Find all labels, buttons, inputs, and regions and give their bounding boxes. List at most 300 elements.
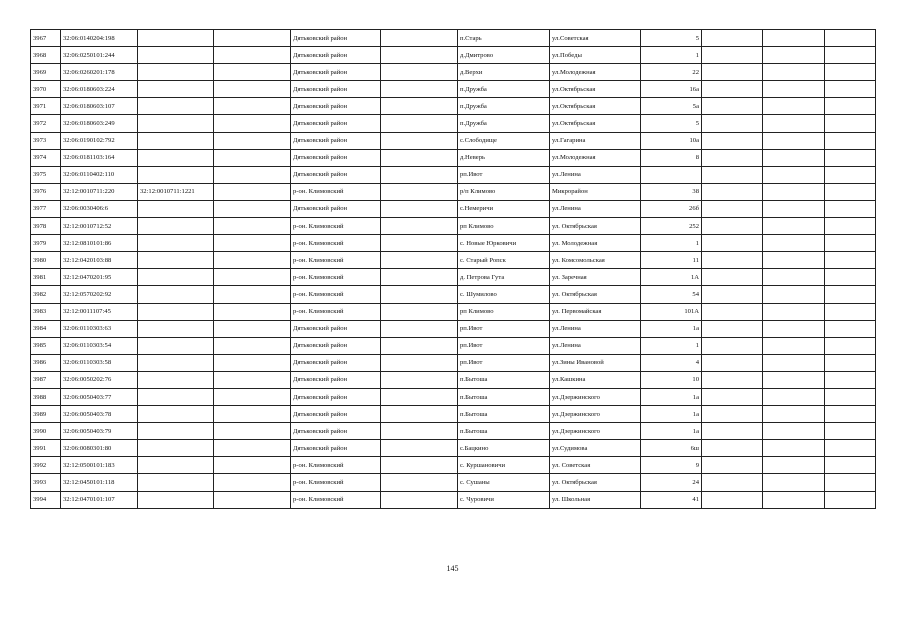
empty-cell bbox=[214, 491, 291, 508]
table-row bbox=[31, 81, 876, 98]
empty-cell bbox=[825, 252, 876, 269]
empty-cell bbox=[381, 98, 458, 115]
street-cell: ул. Октябрьская bbox=[550, 286, 641, 303]
street-cell: ул. Первомайская bbox=[550, 303, 641, 320]
row-number-cell: 3994 bbox=[31, 491, 61, 508]
empty-cell bbox=[214, 457, 291, 474]
empty-cell bbox=[702, 320, 763, 337]
empty-cell bbox=[825, 115, 876, 132]
street-cell: ул.Ленина bbox=[550, 320, 641, 337]
cadastral-number-cell: 32:12:0420103:88 bbox=[61, 252, 138, 269]
cadastral-number-cell: 32:06:0260201:178 bbox=[61, 64, 138, 81]
house-number-cell: 1 bbox=[641, 337, 702, 354]
secondary-cadastral-number-cell bbox=[138, 218, 214, 235]
row-number-cell: 3970 bbox=[31, 81, 61, 98]
cadastral-number-cell: 32:12:0570202:92 bbox=[61, 286, 138, 303]
district-cell: р-он. Климовский bbox=[291, 183, 381, 200]
settlement-cell: с. Новые Юрковичи bbox=[458, 235, 550, 252]
empty-cell bbox=[763, 218, 825, 235]
street-cell: ул. Октябрьская bbox=[550, 218, 641, 235]
settlement-cell: д. Петрова Гута bbox=[458, 269, 550, 286]
settlement-cell: п.Дружба bbox=[458, 115, 550, 132]
empty-cell bbox=[763, 457, 825, 474]
street-cell: ул. Заречная bbox=[550, 269, 641, 286]
cadastral-number-cell: 32:06:0180603:224 bbox=[61, 81, 138, 98]
cadastral-number-cell: 32:06:0180603:107 bbox=[61, 98, 138, 115]
empty-cell bbox=[214, 47, 291, 64]
empty-cell bbox=[702, 47, 763, 64]
cadastral-number-cell: 32:06:0050403:79 bbox=[61, 423, 138, 440]
cadastral-number-cell: 32:06:0030406:6 bbox=[61, 200, 138, 217]
empty-cell bbox=[763, 64, 825, 81]
settlement-cell: рп Климово bbox=[458, 218, 550, 235]
settlement-cell: п.Бытоша bbox=[458, 388, 550, 405]
empty-cell bbox=[763, 406, 825, 423]
empty-cell bbox=[214, 388, 291, 405]
street-cell: ул.Октябрьская bbox=[550, 115, 641, 132]
empty-cell bbox=[381, 286, 458, 303]
cadastral-number-cell: 32:06:0140204:198 bbox=[61, 30, 138, 47]
street-cell: ул.Судимова bbox=[550, 440, 641, 457]
row-number-cell: 3969 bbox=[31, 64, 61, 81]
empty-cell bbox=[763, 440, 825, 457]
secondary-cadastral-number-cell bbox=[138, 286, 214, 303]
empty-cell bbox=[702, 30, 763, 47]
table-row bbox=[31, 337, 876, 354]
cadastral-number-cell: 32:06:0050202:76 bbox=[61, 371, 138, 388]
empty-cell bbox=[763, 337, 825, 354]
empty-cell bbox=[702, 218, 763, 235]
empty-cell bbox=[214, 81, 291, 98]
row-number-cell: 3987 bbox=[31, 371, 61, 388]
empty-cell bbox=[763, 474, 825, 491]
settlement-cell: д.Неверь bbox=[458, 149, 550, 166]
empty-cell bbox=[702, 235, 763, 252]
house-number-cell: 11 bbox=[641, 252, 702, 269]
page-number: 145 bbox=[446, 564, 459, 573]
empty-cell bbox=[763, 132, 825, 149]
empty-cell bbox=[825, 98, 876, 115]
empty-cell bbox=[214, 303, 291, 320]
empty-cell bbox=[214, 354, 291, 371]
empty-cell bbox=[381, 406, 458, 423]
district-cell: р-он. Климовский bbox=[291, 474, 381, 491]
empty-cell bbox=[214, 371, 291, 388]
empty-cell bbox=[214, 200, 291, 217]
table-row bbox=[31, 354, 876, 371]
settlement-cell: п.Дружба bbox=[458, 81, 550, 98]
table-row bbox=[31, 166, 876, 183]
cadastral-number-cell: 32:06:0250101:244 bbox=[61, 47, 138, 64]
table-row bbox=[31, 235, 876, 252]
cadastral-number-cell: 32:12:0010712:52 bbox=[61, 218, 138, 235]
empty-cell bbox=[214, 183, 291, 200]
row-number-cell: 3979 bbox=[31, 235, 61, 252]
cadastral-number-cell: 32:06:0181103:164 bbox=[61, 149, 138, 166]
district-cell: Дятьковский район bbox=[291, 320, 381, 337]
empty-cell bbox=[214, 30, 291, 47]
district-cell: р-он. Климовский bbox=[291, 286, 381, 303]
empty-cell bbox=[702, 98, 763, 115]
street-cell: ул.Дзержинского bbox=[550, 406, 641, 423]
empty-cell bbox=[214, 166, 291, 183]
row-number-cell: 3993 bbox=[31, 474, 61, 491]
street-cell: ул. Советская bbox=[550, 457, 641, 474]
settlement-cell: р/п Климово bbox=[458, 183, 550, 200]
settlement-cell: с.Бацкино bbox=[458, 440, 550, 457]
district-cell: Дятьковский район bbox=[291, 115, 381, 132]
house-number-cell bbox=[641, 166, 702, 183]
house-number-cell: 1а bbox=[641, 423, 702, 440]
house-number-cell: 5а bbox=[641, 98, 702, 115]
secondary-cadastral-number-cell bbox=[138, 320, 214, 337]
secondary-cadastral-number-cell bbox=[138, 132, 214, 149]
empty-cell bbox=[381, 132, 458, 149]
empty-cell bbox=[214, 149, 291, 166]
cadastral-number-cell: 32:06:0110402:110 bbox=[61, 166, 138, 183]
street-cell: ул. Октябрьская bbox=[550, 474, 641, 491]
table-row bbox=[31, 406, 876, 423]
table-row bbox=[31, 371, 876, 388]
table-row bbox=[31, 47, 876, 64]
empty-cell bbox=[214, 252, 291, 269]
empty-cell bbox=[381, 30, 458, 47]
table-row bbox=[31, 218, 876, 235]
cadastral-number-cell: 32:06:0110303:54 bbox=[61, 337, 138, 354]
empty-cell bbox=[702, 166, 763, 183]
cadastral-number-cell: 32:06:0080301:80 bbox=[61, 440, 138, 457]
district-cell: Дятьковский район bbox=[291, 388, 381, 405]
house-number-cell: 41 bbox=[641, 491, 702, 508]
house-number-cell: 252 bbox=[641, 218, 702, 235]
row-number-cell: 3972 bbox=[31, 115, 61, 132]
empty-cell bbox=[702, 149, 763, 166]
cadastral-number-cell: 32:12:0010711:220 bbox=[61, 183, 138, 200]
settlement-cell: д.Верхи bbox=[458, 64, 550, 81]
empty-cell bbox=[825, 64, 876, 81]
empty-cell bbox=[702, 457, 763, 474]
empty-cell bbox=[214, 440, 291, 457]
house-number-cell: 1 bbox=[641, 47, 702, 64]
empty-cell bbox=[825, 371, 876, 388]
row-number-cell: 3984 bbox=[31, 320, 61, 337]
empty-cell bbox=[381, 218, 458, 235]
empty-cell bbox=[702, 132, 763, 149]
house-number-cell: 5 bbox=[641, 30, 702, 47]
table-row bbox=[31, 183, 876, 200]
empty-cell bbox=[763, 491, 825, 508]
district-cell: Дятьковский район bbox=[291, 337, 381, 354]
empty-cell bbox=[825, 440, 876, 457]
settlement-cell: д.Дмитрово bbox=[458, 47, 550, 64]
row-number-cell: 3981 bbox=[31, 269, 61, 286]
table-row bbox=[31, 491, 876, 508]
secondary-cadastral-number-cell bbox=[138, 423, 214, 440]
empty-cell bbox=[702, 388, 763, 405]
row-number-cell: 3967 bbox=[31, 30, 61, 47]
row-number-cell: 3977 bbox=[31, 200, 61, 217]
empty-cell bbox=[214, 406, 291, 423]
street-cell: ул.Дзержинского bbox=[550, 423, 641, 440]
table-row bbox=[31, 64, 876, 81]
settlement-cell: с. Чуровичи bbox=[458, 491, 550, 508]
district-cell: Дятьковский район bbox=[291, 98, 381, 115]
district-cell: р-он. Климовский bbox=[291, 303, 381, 320]
empty-cell bbox=[381, 303, 458, 320]
empty-cell bbox=[381, 64, 458, 81]
settlement-cell: с. Куршановичи bbox=[458, 457, 550, 474]
empty-cell bbox=[825, 132, 876, 149]
empty-cell bbox=[381, 440, 458, 457]
house-number-cell: 101А bbox=[641, 303, 702, 320]
street-cell: ул.Победы bbox=[550, 47, 641, 64]
empty-cell bbox=[381, 457, 458, 474]
empty-cell bbox=[214, 115, 291, 132]
street-cell: ул. Молодежная bbox=[550, 235, 641, 252]
district-cell: Дятьковский район bbox=[291, 149, 381, 166]
empty-cell bbox=[214, 235, 291, 252]
street-cell: ул.Молодежная bbox=[550, 149, 641, 166]
settlement-cell: рп.Ивот bbox=[458, 320, 550, 337]
table-row bbox=[31, 388, 876, 405]
secondary-cadastral-number-cell bbox=[138, 457, 214, 474]
table-row bbox=[31, 474, 876, 491]
empty-cell bbox=[702, 252, 763, 269]
row-number-cell: 3992 bbox=[31, 457, 61, 474]
empty-cell bbox=[381, 491, 458, 508]
settlement-cell: п.Бытоша bbox=[458, 371, 550, 388]
secondary-cadastral-number-cell bbox=[138, 200, 214, 217]
empty-cell bbox=[763, 149, 825, 166]
row-number-cell: 3982 bbox=[31, 286, 61, 303]
settlement-cell: рп.Ивот bbox=[458, 166, 550, 183]
empty-cell bbox=[825, 235, 876, 252]
table-row bbox=[31, 286, 876, 303]
secondary-cadastral-number-cell bbox=[138, 406, 214, 423]
district-cell: Дятьковский район bbox=[291, 440, 381, 457]
table-row bbox=[31, 252, 876, 269]
empty-cell bbox=[825, 303, 876, 320]
empty-cell bbox=[825, 354, 876, 371]
registry-rows bbox=[31, 30, 876, 509]
table-row bbox=[31, 200, 876, 217]
empty-cell bbox=[381, 388, 458, 405]
empty-cell bbox=[702, 81, 763, 98]
empty-cell bbox=[214, 218, 291, 235]
empty-cell bbox=[825, 337, 876, 354]
empty-cell bbox=[763, 235, 825, 252]
table-row bbox=[31, 30, 876, 47]
empty-cell bbox=[763, 303, 825, 320]
settlement-cell: с.Слободище bbox=[458, 132, 550, 149]
row-number-cell: 3968 bbox=[31, 47, 61, 64]
empty-cell bbox=[825, 47, 876, 64]
empty-cell bbox=[381, 183, 458, 200]
secondary-cadastral-number-cell bbox=[138, 47, 214, 64]
district-cell: Дятьковский район bbox=[291, 200, 381, 217]
street-cell: ул.Ленина bbox=[550, 166, 641, 183]
empty-cell bbox=[763, 30, 825, 47]
empty-cell bbox=[702, 269, 763, 286]
street-cell: ул.Молодежная bbox=[550, 64, 641, 81]
empty-cell bbox=[763, 286, 825, 303]
street-cell: ул.Дзержинского bbox=[550, 388, 641, 405]
empty-cell bbox=[825, 149, 876, 166]
street-cell: ул.Ленина bbox=[550, 200, 641, 217]
house-number-cell: 54 bbox=[641, 286, 702, 303]
district-cell: Дятьковский район bbox=[291, 132, 381, 149]
empty-cell bbox=[763, 183, 825, 200]
secondary-cadastral-number-cell bbox=[138, 371, 214, 388]
house-number-cell: 1 bbox=[641, 235, 702, 252]
table-row bbox=[31, 98, 876, 115]
settlement-cell: с. Сушаны bbox=[458, 474, 550, 491]
secondary-cadastral-number-cell bbox=[138, 30, 214, 47]
empty-cell bbox=[825, 166, 876, 183]
empty-cell bbox=[214, 132, 291, 149]
secondary-cadastral-number-cell bbox=[138, 252, 214, 269]
settlement-cell: с. Старый Ропск bbox=[458, 252, 550, 269]
house-number-cell: 22 bbox=[641, 64, 702, 81]
secondary-cadastral-number-cell bbox=[138, 337, 214, 354]
empty-cell bbox=[825, 183, 876, 200]
district-cell: Дятьковский район bbox=[291, 81, 381, 98]
row-number-cell: 3983 bbox=[31, 303, 61, 320]
settlement-cell: с.Немеричи bbox=[458, 200, 550, 217]
district-cell: р-он. Климовский bbox=[291, 218, 381, 235]
empty-cell bbox=[381, 252, 458, 269]
empty-cell bbox=[214, 423, 291, 440]
house-number-cell: 5 bbox=[641, 115, 702, 132]
district-cell: р-он. Климовский bbox=[291, 235, 381, 252]
house-number-cell: 10 bbox=[641, 371, 702, 388]
table-row bbox=[31, 132, 876, 149]
empty-cell bbox=[214, 320, 291, 337]
district-cell: Дятьковский район bbox=[291, 64, 381, 81]
empty-cell bbox=[825, 320, 876, 337]
cadastral-number-cell: 32:06:0050403:77 bbox=[61, 388, 138, 405]
cadastral-number-cell: 32:06:0180603:249 bbox=[61, 115, 138, 132]
street-cell: ул.Октябрьская bbox=[550, 81, 641, 98]
house-number-cell: 26б bbox=[641, 200, 702, 217]
street-cell: ул. Комсомольская bbox=[550, 252, 641, 269]
empty-cell bbox=[702, 337, 763, 354]
empty-cell bbox=[763, 354, 825, 371]
house-number-cell: 6ш bbox=[641, 440, 702, 457]
empty-cell bbox=[214, 64, 291, 81]
street-cell: ул.Ленина bbox=[550, 337, 641, 354]
row-number-cell: 3975 bbox=[31, 166, 61, 183]
table-row bbox=[31, 269, 876, 286]
empty-cell bbox=[763, 98, 825, 115]
empty-cell bbox=[702, 354, 763, 371]
house-number-cell: 1а bbox=[641, 388, 702, 405]
secondary-cadastral-number-cell bbox=[138, 81, 214, 98]
district-cell: р-он. Климовский bbox=[291, 457, 381, 474]
house-number-cell: 4 bbox=[641, 354, 702, 371]
house-number-cell: 8 bbox=[641, 149, 702, 166]
settlement-cell: с. Шумилово bbox=[458, 286, 550, 303]
district-cell: Дятьковский район bbox=[291, 423, 381, 440]
settlement-cell: рп Климово bbox=[458, 303, 550, 320]
house-number-cell: 1А bbox=[641, 269, 702, 286]
empty-cell bbox=[763, 423, 825, 440]
row-number-cell: 3980 bbox=[31, 252, 61, 269]
secondary-cadastral-number-cell bbox=[138, 115, 214, 132]
empty-cell bbox=[702, 491, 763, 508]
secondary-cadastral-number-cell bbox=[138, 388, 214, 405]
row-number-cell: 3978 bbox=[31, 218, 61, 235]
row-number-cell: 3989 bbox=[31, 406, 61, 423]
district-cell: Дятьковский район bbox=[291, 30, 381, 47]
empty-cell bbox=[702, 371, 763, 388]
secondary-cadastral-number-cell bbox=[138, 98, 214, 115]
row-number-cell: 3990 bbox=[31, 423, 61, 440]
empty-cell bbox=[825, 491, 876, 508]
empty-cell bbox=[763, 320, 825, 337]
street-cell: ул.Кашкина bbox=[550, 371, 641, 388]
empty-cell bbox=[381, 149, 458, 166]
row-number-cell: 3986 bbox=[31, 354, 61, 371]
empty-cell bbox=[381, 166, 458, 183]
cadastral-number-cell: 32:12:0810101:86 bbox=[61, 235, 138, 252]
empty-cell bbox=[763, 115, 825, 132]
cadastral-number-cell: 32:12:0470101:107 bbox=[61, 491, 138, 508]
empty-cell bbox=[702, 64, 763, 81]
empty-cell bbox=[214, 286, 291, 303]
empty-cell bbox=[825, 474, 876, 491]
district-cell: р-он. Климовский bbox=[291, 491, 381, 508]
secondary-cadastral-number-cell bbox=[138, 166, 214, 183]
cadastral-number-cell: 32:12:0011107:45 bbox=[61, 303, 138, 320]
empty-cell bbox=[381, 81, 458, 98]
district-cell: Дятьковский район bbox=[291, 166, 381, 183]
property-registry-table bbox=[30, 29, 876, 509]
empty-cell bbox=[763, 200, 825, 217]
empty-cell bbox=[381, 371, 458, 388]
empty-cell bbox=[825, 286, 876, 303]
empty-cell bbox=[381, 354, 458, 371]
house-number-cell: 10а bbox=[641, 132, 702, 149]
secondary-cadastral-number-cell bbox=[138, 474, 214, 491]
empty-cell bbox=[381, 200, 458, 217]
empty-cell bbox=[702, 440, 763, 457]
secondary-cadastral-number-cell bbox=[138, 440, 214, 457]
cadastral-number-cell: 32:06:0110303:58 bbox=[61, 354, 138, 371]
empty-cell bbox=[381, 320, 458, 337]
street-cell: ул. Школьная bbox=[550, 491, 641, 508]
settlement-cell: рп.Ивот bbox=[458, 337, 550, 354]
district-cell: Дятьковский район bbox=[291, 371, 381, 388]
empty-cell bbox=[763, 371, 825, 388]
district-cell: Дятьковский район bbox=[291, 47, 381, 64]
row-number-cell: 3971 bbox=[31, 98, 61, 115]
registry-sheet bbox=[30, 29, 875, 509]
street-cell: ул.Советская bbox=[550, 30, 641, 47]
street-cell: ул.Октябрьская bbox=[550, 98, 641, 115]
empty-cell bbox=[825, 30, 876, 47]
cadastral-number-cell: 32:06:0190102:792 bbox=[61, 132, 138, 149]
empty-cell bbox=[214, 269, 291, 286]
district-cell: р-он. Климовский bbox=[291, 252, 381, 269]
house-number-cell: 38 bbox=[641, 183, 702, 200]
table-row bbox=[31, 115, 876, 132]
settlement-cell: рп.Ивот bbox=[458, 354, 550, 371]
settlement-cell: п.Бытоша bbox=[458, 406, 550, 423]
cadastral-number-cell: 32:12:0450101:118 bbox=[61, 474, 138, 491]
empty-cell bbox=[825, 269, 876, 286]
empty-cell bbox=[381, 269, 458, 286]
